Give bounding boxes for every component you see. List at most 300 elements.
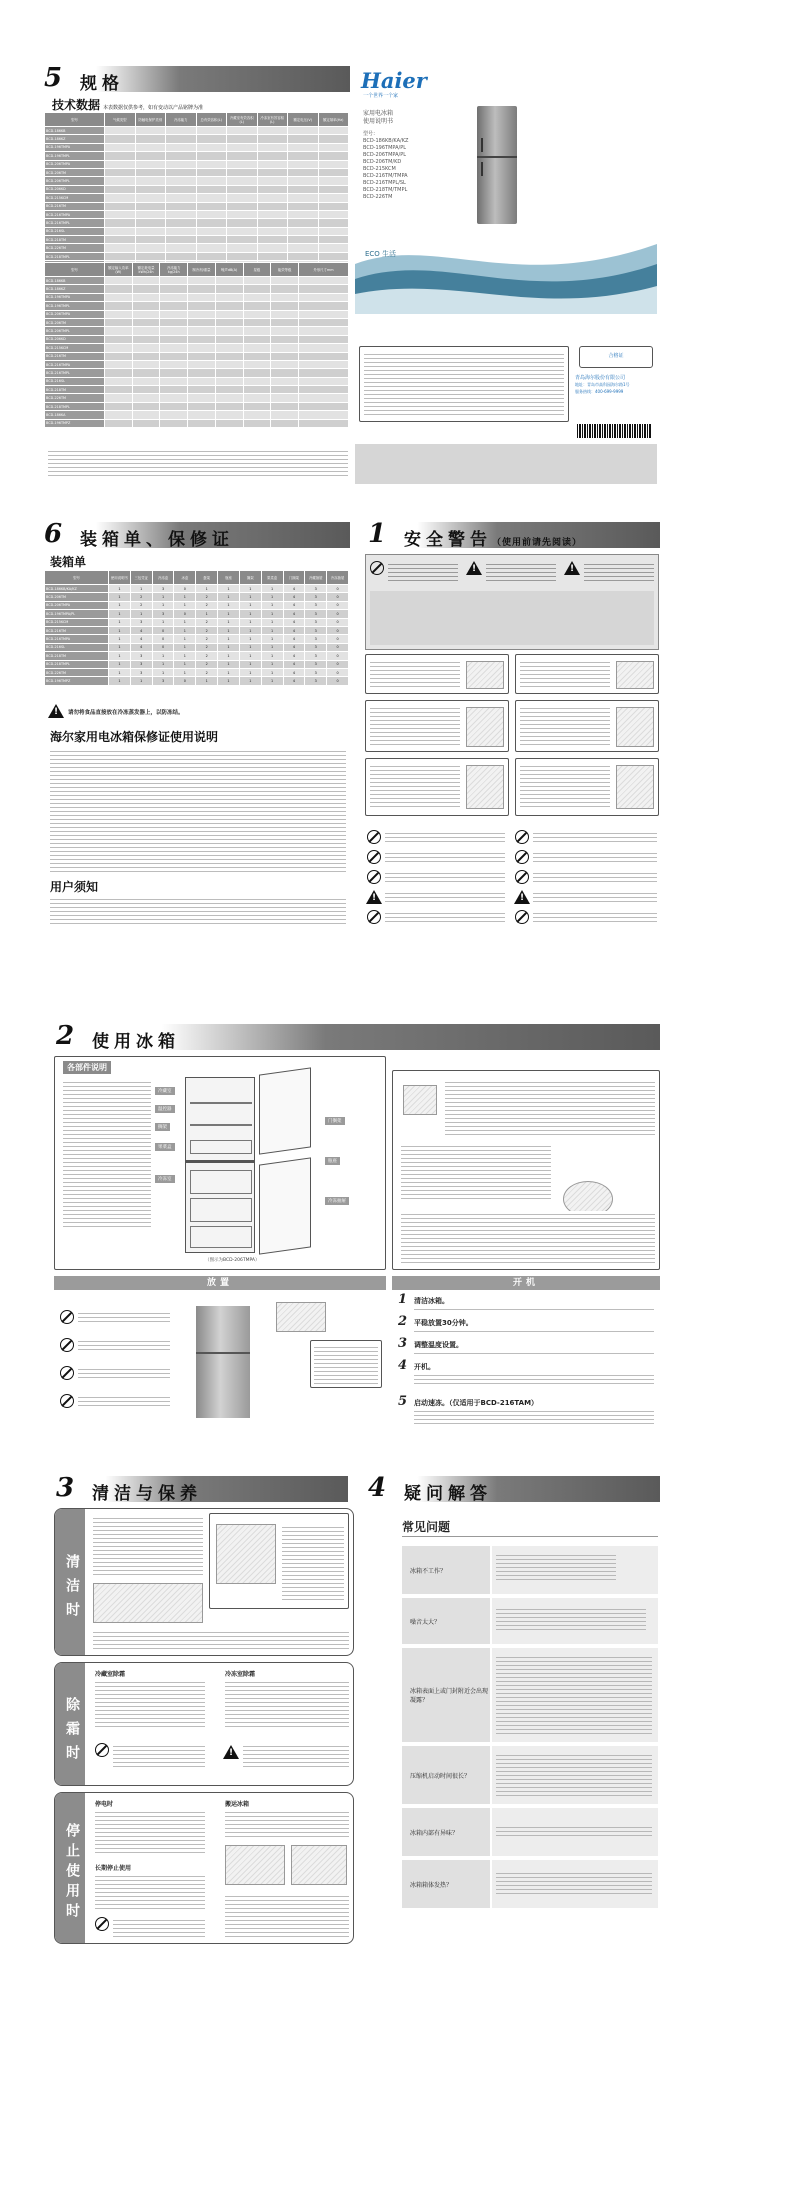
startup-bar: 开机	[392, 1276, 660, 1290]
rule-text	[385, 910, 505, 924]
cover-panel	[355, 64, 657, 484]
placement-text	[78, 1394, 170, 1408]
table-cell: 3	[305, 660, 327, 668]
table-cell	[105, 419, 133, 427]
table-cell: 3	[305, 593, 327, 601]
model-cell: BCD-196TMPA/PL	[45, 610, 109, 618]
notice-text	[282, 1524, 344, 1600]
safety-card	[365, 758, 509, 816]
table-cell	[160, 310, 188, 318]
step-detail	[414, 1328, 654, 1334]
table-cell	[132, 360, 160, 368]
safety-card	[365, 654, 509, 694]
note-text	[314, 1344, 378, 1384]
clean-block	[54, 1508, 354, 1656]
table-row	[45, 210, 349, 218]
table-row	[45, 677, 349, 685]
table-cell: 0	[152, 643, 174, 651]
table-cell	[318, 135, 349, 143]
table-cell	[105, 210, 136, 218]
table-cell	[288, 244, 319, 252]
table-cell	[243, 352, 271, 360]
column-header: 星级	[243, 263, 271, 277]
table-cell	[135, 210, 166, 218]
table-cell	[215, 335, 243, 343]
table-cell	[299, 302, 349, 310]
warning-text	[388, 561, 458, 583]
table-cell	[160, 377, 188, 385]
card-text	[520, 705, 610, 745]
model-cell: BCD-186KB	[45, 277, 105, 285]
model-cell: BCD-206TM	[45, 593, 109, 601]
model-cell: BCD-218TMPL	[45, 252, 105, 260]
table-cell: 4	[130, 643, 152, 651]
table-cell: 0	[152, 626, 174, 634]
answer-text	[496, 1824, 652, 1836]
rule-text	[533, 910, 657, 924]
table-cell: 1	[109, 585, 131, 593]
table-cell: 0	[327, 668, 349, 676]
table-cell: 1	[109, 677, 131, 685]
table-cell: 4	[283, 677, 305, 685]
table-cell	[105, 285, 133, 293]
table-cell	[257, 185, 288, 193]
card-illustration	[466, 661, 504, 689]
placement-text	[78, 1338, 170, 1352]
table-row	[45, 310, 349, 318]
column-header: 果菜盒	[261, 571, 283, 585]
column-header: 额定电压(V)	[288, 113, 319, 127]
table-cell	[227, 219, 258, 227]
parts-title: 各部件说明	[63, 1061, 111, 1074]
table-row	[45, 344, 349, 352]
table-cell	[299, 285, 349, 293]
table-cell	[257, 252, 288, 260]
rule-text	[385, 850, 505, 864]
defrost-header: 冷藏室除霜	[95, 1671, 126, 1678]
table-cell: 1	[109, 593, 131, 601]
table-cell	[288, 143, 319, 151]
defrost-text	[225, 1679, 349, 1729]
table-cell	[318, 194, 349, 202]
table-cell: 1	[218, 660, 240, 668]
table-cell	[299, 386, 349, 394]
table-cell	[132, 293, 160, 301]
open-door-illustration	[259, 1157, 311, 1254]
table-cell	[160, 293, 188, 301]
table-cell	[257, 152, 288, 160]
table-cell	[196, 135, 227, 143]
table-cell	[196, 177, 227, 185]
table-cell	[243, 277, 271, 285]
prohibit-icon	[367, 850, 381, 864]
table-cell	[318, 210, 349, 218]
table-cell	[318, 168, 349, 176]
table-cell	[288, 135, 319, 143]
table-cell	[105, 127, 136, 135]
model-cell: BCD-206KD	[45, 185, 105, 193]
table-cell	[105, 227, 136, 235]
table-cell	[299, 411, 349, 419]
table-cell	[215, 402, 243, 410]
table-cell	[215, 419, 243, 427]
table-cell	[105, 143, 136, 151]
cover-footer-band	[355, 444, 657, 484]
moving-illustration	[225, 1845, 285, 1885]
table-cell: 1	[218, 668, 240, 676]
table-cell	[227, 210, 258, 218]
barcode	[577, 424, 651, 438]
model-item: BCD-206TMPA/PL	[363, 152, 407, 158]
table-cell	[215, 411, 243, 419]
table-cell: 3	[152, 610, 174, 618]
table-cell	[299, 369, 349, 377]
model-cell: BCD-216TMPL	[45, 369, 105, 377]
table-cell	[188, 293, 216, 301]
table-cell	[132, 419, 160, 427]
stop-warning	[225, 1893, 349, 1937]
model-cell: BCD-216SL	[45, 377, 105, 385]
table-cell: 2	[196, 652, 218, 660]
card-illustration	[616, 661, 654, 689]
step-detail	[414, 1408, 654, 1426]
table-cell	[105, 160, 136, 168]
column-header: 三包凭证	[130, 571, 152, 585]
cover-wave	[355, 224, 657, 314]
table-cell	[188, 386, 216, 394]
table-cell: 0	[174, 585, 196, 593]
table-cell	[257, 194, 288, 202]
table-cell	[160, 360, 188, 368]
column-header: 外形尺寸mm	[299, 263, 349, 277]
table-cell	[227, 185, 258, 193]
section-3-header	[52, 1473, 348, 1504]
check-card	[579, 346, 653, 368]
table-row	[45, 369, 349, 377]
column-header: 冷冻能力	[166, 113, 197, 127]
table-cell: 1	[152, 660, 174, 668]
model-cell: BCD-186KZ	[45, 135, 105, 143]
prohibit-icon	[515, 870, 529, 884]
column-header: 冷藏室有效容积(L)	[227, 113, 258, 127]
section-1-header	[364, 519, 660, 550]
table-cell	[132, 285, 160, 293]
table-cell: 3	[305, 677, 327, 685]
table-cell: 1	[109, 643, 131, 651]
column-header: 冰盒	[174, 571, 196, 585]
section-5-header	[40, 63, 350, 94]
table-cell: 3	[130, 652, 152, 660]
warning-icon	[564, 561, 580, 575]
table-cell	[105, 293, 133, 301]
table-cell	[271, 302, 299, 310]
table-cell	[188, 360, 216, 368]
table-cell	[271, 369, 299, 377]
table-cell	[271, 327, 299, 335]
user-notice-text	[50, 896, 346, 926]
table-cell	[271, 352, 299, 360]
card-illustration	[466, 765, 504, 809]
controls-panel	[392, 1070, 660, 1270]
tagline-2: 并将本说明书妥善保管以备日后查阅	[455, 249, 527, 254]
table-cell: 1	[239, 585, 261, 593]
table-cell	[227, 160, 258, 168]
table-cell	[160, 335, 188, 343]
model-cell: BCD-206TMPA	[45, 310, 105, 318]
faq-question: 压缩机启动时间很长？	[402, 1746, 490, 1804]
column-header: 门搁架	[283, 571, 305, 585]
side-label: 停止使用时	[55, 1793, 85, 1944]
part-label: 搁架	[155, 1123, 170, 1131]
table-cell	[243, 327, 271, 335]
controls-text	[401, 1143, 551, 1199]
prohibit-icon	[95, 1917, 109, 1931]
company-name: 青岛海尔股份有限公司	[575, 375, 626, 381]
table-cell	[135, 152, 166, 160]
warning-text	[486, 561, 556, 583]
table-cell	[166, 236, 197, 244]
model-cell: BCD-226TM	[45, 668, 109, 676]
table-cell: 1	[239, 643, 261, 651]
startup-steps	[394, 1292, 660, 1428]
table-cell: 0	[327, 610, 349, 618]
table-cell: 0	[327, 601, 349, 609]
section-subtitle: （使用前请先阅读）	[492, 538, 583, 548]
table-cell: 2	[196, 635, 218, 643]
table-cell: 1	[239, 652, 261, 660]
closed-fridge-illustration	[196, 1306, 250, 1418]
table-cell	[188, 352, 216, 360]
part-label: 果菜盒	[155, 1143, 175, 1151]
table-cell	[288, 252, 319, 260]
table-cell	[257, 227, 288, 235]
model-cell: BCD-215KCM	[45, 194, 105, 202]
table-cell: 1	[239, 610, 261, 618]
table-row	[45, 236, 349, 244]
table-cell	[166, 194, 197, 202]
table-cell: 1	[261, 643, 283, 651]
moving-illustration	[291, 1845, 347, 1885]
table-cell	[160, 411, 188, 419]
table-cell	[196, 236, 227, 244]
section-number: 6	[44, 519, 63, 549]
table-cell: 1	[152, 593, 174, 601]
step-text: 开机。	[414, 1363, 435, 1371]
cover-model-list	[363, 138, 408, 201]
table-cell	[160, 285, 188, 293]
table-cell: 1	[218, 635, 240, 643]
table-cell: 4	[283, 626, 305, 634]
table-cell	[188, 344, 216, 352]
table-cell	[318, 227, 349, 235]
column-header: 使用说明书	[109, 571, 131, 585]
section-number: 2	[56, 1021, 75, 1051]
table-cell: 1	[152, 652, 174, 660]
table-cell	[196, 227, 227, 235]
prohibit-icon	[515, 830, 529, 844]
model-cell: BCD-206TM	[45, 168, 105, 176]
stop-text	[225, 1809, 349, 1839]
table-cell	[188, 402, 216, 410]
answer-text	[496, 1606, 646, 1630]
freezer-drawer	[190, 1170, 252, 1194]
prohibit-icon	[515, 850, 529, 864]
defrost-warning	[113, 1743, 205, 1767]
column-header: 型号	[45, 113, 105, 127]
table-cell: 1	[239, 660, 261, 668]
models-label: 型号：	[363, 131, 379, 137]
parts-panel	[54, 1056, 386, 1270]
section-number: 5	[44, 63, 63, 93]
table-cell: 1	[109, 635, 131, 643]
table-cell: 1	[196, 610, 218, 618]
model-cell: BCD-186KB/KA/KZ	[45, 585, 109, 593]
faq-question: 冰箱箱体发热？	[402, 1860, 490, 1908]
table-cell	[105, 236, 136, 244]
table-row	[45, 652, 349, 660]
prohibit-icon	[60, 1338, 74, 1352]
model-item: BCD-186KB/KA/KZ	[363, 138, 409, 144]
table-cell	[299, 327, 349, 335]
table-cell: 1	[261, 652, 283, 660]
table-cell: 0	[327, 643, 349, 651]
table-cell: 1	[261, 660, 283, 668]
table-cell	[188, 310, 216, 318]
table-cell	[166, 168, 197, 176]
specs-notes	[48, 448, 348, 476]
rule-text	[533, 850, 657, 864]
table-cell: 1	[174, 652, 196, 660]
table-cell	[188, 377, 216, 385]
table-row	[45, 202, 349, 210]
section-6-header	[40, 519, 350, 550]
model-cell: BCD-186KB	[45, 127, 105, 135]
table-cell	[196, 202, 227, 210]
section-title: 使用冰箱	[92, 1032, 180, 1052]
table-cell	[243, 293, 271, 301]
table-cell	[215, 369, 243, 377]
table-cell	[166, 160, 197, 168]
table-cell	[288, 194, 319, 202]
table-cell	[257, 143, 288, 151]
card-text	[370, 705, 460, 745]
table-row	[45, 318, 349, 326]
table-row	[45, 626, 349, 634]
table-cell	[160, 386, 188, 394]
specs-table-1	[44, 112, 349, 278]
faq-title: 常见问题	[402, 1520, 451, 1534]
table-cell: 1	[130, 585, 152, 593]
step-number: 2	[398, 1314, 408, 1329]
table-cell	[105, 335, 133, 343]
table-cell: 1	[196, 677, 218, 685]
table-cell	[227, 168, 258, 176]
table-cell	[196, 160, 227, 168]
placement-bar: 放置	[54, 1276, 386, 1290]
card-illustration	[466, 707, 504, 747]
prohibit-icon	[367, 870, 381, 884]
parts-caption: （图示为BCD-206TMPA）	[205, 1258, 260, 1263]
table-cell	[243, 285, 271, 293]
table-cell	[105, 168, 136, 176]
table-cell	[227, 177, 258, 185]
table-cell: 4	[283, 585, 305, 593]
table-cell	[196, 219, 227, 227]
table-cell: 3	[130, 660, 152, 668]
prohibit-icon	[370, 561, 384, 575]
safety-card	[365, 700, 509, 752]
table-cell: 4	[130, 635, 152, 643]
table-cell: 1	[261, 593, 283, 601]
table-cell	[166, 219, 197, 227]
section-title: 规格	[80, 74, 124, 94]
shelf	[190, 1124, 252, 1126]
table-row	[45, 618, 349, 626]
model-cell: BCD-186KZ	[45, 285, 105, 293]
side-label: 清洁时	[55, 1509, 85, 1656]
table-cell: 4	[283, 668, 305, 676]
table-cell	[166, 185, 197, 193]
table-cell	[288, 185, 319, 193]
stop-text	[95, 1873, 205, 1909]
prohibit-icon	[60, 1310, 74, 1324]
model-cell: BCD-216SL	[45, 643, 109, 651]
part-label: 门搁架	[325, 1117, 345, 1125]
table-cell: 1	[130, 610, 152, 618]
table-cell	[188, 302, 216, 310]
table-cell	[299, 352, 349, 360]
table-cell	[243, 302, 271, 310]
rule-text	[533, 890, 657, 904]
model-cell: BCD-218TMPL	[45, 660, 109, 668]
part-label: 瓶座	[325, 1157, 340, 1165]
model-cell: BCD-216TMPL	[45, 219, 105, 227]
card-text	[370, 659, 460, 689]
table-cell	[227, 135, 258, 143]
table-cell: 1	[174, 618, 196, 626]
model-item: BCD-226TM	[363, 194, 393, 200]
company-address: 地址：青岛市高科园海尔路1号	[575, 382, 630, 387]
column-header: 蛋架	[196, 571, 218, 585]
faq-question: 冰箱表面上或门封附近会出现凝露？	[402, 1648, 490, 1742]
model-cell: BCD-196TMPZ	[45, 419, 105, 427]
table-cell	[196, 185, 227, 193]
table-cell: 4	[130, 626, 152, 634]
step-number: 4	[398, 1358, 408, 1373]
table-cell: 1	[109, 668, 131, 676]
model-cell: BCD-206TMPA	[45, 601, 109, 609]
table-cell: 1	[109, 652, 131, 660]
table-cell	[132, 318, 160, 326]
card-illustration	[616, 707, 654, 747]
table-cell	[288, 168, 319, 176]
table-row	[45, 285, 349, 293]
table-row	[45, 194, 349, 202]
table-cell	[135, 202, 166, 210]
column-header: 型号	[45, 571, 109, 585]
table-cell	[288, 202, 319, 210]
table-cell: 1	[261, 585, 283, 593]
table-cell	[243, 402, 271, 410]
table-cell	[188, 285, 216, 293]
table-cell: 1	[218, 626, 240, 634]
table-cell	[166, 177, 197, 185]
table-cell: 3	[305, 652, 327, 660]
table-cell	[160, 302, 188, 310]
controls-text	[445, 1079, 655, 1135]
step-number: 1	[398, 1292, 408, 1307]
table-cell: 1	[239, 635, 261, 643]
